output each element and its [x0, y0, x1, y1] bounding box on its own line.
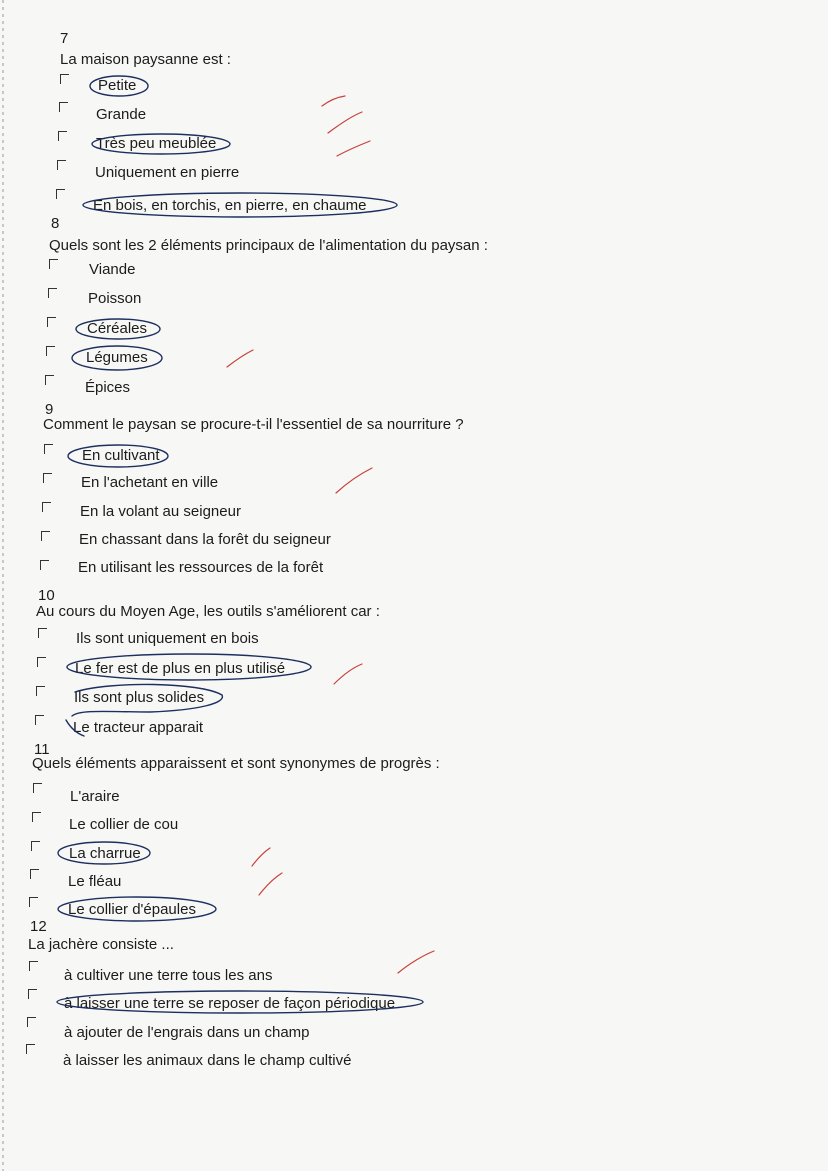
- check-mark: [322, 96, 345, 106]
- answer-checkbox[interactable]: [36, 686, 45, 696]
- answer-option: Très peu meublée: [96, 135, 217, 152]
- answer-option: Le collier de cou: [69, 816, 179, 833]
- answer-option: à laisser les animaux dans le champ cultivé: [63, 1052, 352, 1069]
- question-text: Au cours du Moyen Age, les outils s'améliorent car :: [36, 603, 380, 620]
- answer-option: Ils sont uniquement en bois: [76, 630, 259, 647]
- check-mark: [336, 468, 372, 493]
- answer-checkbox[interactable]: [38, 628, 47, 638]
- answer-option: En chassant dans la forêt du seigneur: [79, 531, 331, 548]
- question-number: 9: [45, 401, 54, 418]
- answer-option: Le fer est de plus en plus utilisé: [75, 660, 286, 677]
- check-mark: [334, 664, 362, 684]
- answer-checkbox[interactable]: [47, 317, 56, 327]
- answer-option: Le fléau: [68, 873, 122, 890]
- answer-checkbox[interactable]: [57, 160, 66, 170]
- answer-option: à ajouter de l'engrais dans un champ: [64, 1024, 310, 1041]
- answer-option: En cultivant: [82, 447, 160, 464]
- answer-checkbox[interactable]: [48, 288, 57, 298]
- answer-option: En bois, en torchis, en pierre, en chaume: [93, 197, 367, 214]
- answer-option: Viande: [89, 261, 136, 278]
- answer-checkbox[interactable]: [43, 473, 52, 483]
- answer-checkbox[interactable]: [44, 444, 53, 454]
- answer-checkbox[interactable]: [29, 897, 38, 907]
- answer-option: En la volant au seigneur: [80, 503, 241, 520]
- question-number: 7: [60, 30, 69, 47]
- answer-option: Légumes: [86, 349, 148, 366]
- question-text: Comment le paysan se procure-t-il l'essentiel de sa nourriture ?: [43, 416, 464, 433]
- answer-checkbox[interactable]: [40, 560, 49, 570]
- answer-option: Petite: [98, 77, 137, 94]
- answer-checkbox[interactable]: [56, 189, 65, 199]
- check-mark: [259, 873, 282, 895]
- answer-checkbox[interactable]: [58, 131, 67, 141]
- binder-edge: [0, 0, 10, 1171]
- answer-option: Grande: [96, 106, 147, 123]
- answer-checkbox[interactable]: [28, 989, 37, 999]
- answer-option: En utilisant les ressources de la forêt: [78, 559, 324, 576]
- answer-checkbox[interactable]: [46, 346, 55, 356]
- answer-checkbox[interactable]: [37, 657, 46, 667]
- answer-checkbox[interactable]: [59, 102, 68, 112]
- question-number: 12: [30, 918, 47, 935]
- answer-option: Le collier d'épaules: [68, 901, 196, 918]
- question-text: La maison paysanne est :: [60, 51, 231, 68]
- answer-checkbox[interactable]: [27, 1017, 36, 1027]
- answer-checkbox[interactable]: [41, 531, 50, 541]
- question-text: Quels sont les 2 éléments principaux de l'alimentation du paysan :: [49, 237, 488, 254]
- answer-checkbox[interactable]: [33, 783, 42, 793]
- question-text: Quels éléments apparaissent et sont synonymes de progrès :: [32, 755, 440, 772]
- answer-option: L'araire: [70, 788, 120, 805]
- answer-option: Uniquement en pierre: [95, 164, 240, 181]
- answer-checkbox[interactable]: [31, 841, 40, 851]
- answer-option: Ils sont plus solides: [74, 689, 205, 706]
- check-mark: [337, 141, 370, 156]
- check-mark: [328, 112, 362, 133]
- question-number: 11: [34, 741, 50, 758]
- answer-option: à laisser une terre se reposer de façon périodique: [64, 995, 396, 1012]
- answer-option: La charrue: [69, 845, 141, 862]
- answer-checkbox[interactable]: [60, 74, 69, 84]
- answer-checkbox[interactable]: [26, 1044, 35, 1054]
- answer-checkbox[interactable]: [29, 961, 38, 971]
- question-number: 10: [38, 587, 55, 604]
- check-mark: [227, 350, 253, 367]
- answer-checkbox[interactable]: [49, 259, 58, 269]
- answer-option: à cultiver une terre tous les ans: [64, 967, 273, 984]
- answer-checkbox[interactable]: [45, 375, 54, 385]
- answer-checkbox[interactable]: [30, 869, 39, 879]
- answer-checkbox[interactable]: [42, 502, 51, 512]
- answer-checkbox[interactable]: [32, 812, 41, 822]
- answer-option: En l'achetant en ville: [81, 474, 219, 491]
- check-mark: [398, 951, 434, 973]
- answer-option: Le tracteur apparait: [73, 719, 204, 736]
- check-mark: [252, 848, 270, 866]
- question-number: 8: [51, 215, 60, 232]
- question-text: La jachère consiste ...: [28, 936, 174, 953]
- answer-checkbox[interactable]: [35, 715, 44, 725]
- answer-option: Épices: [85, 379, 131, 396]
- answer-option: Céréales: [87, 320, 148, 337]
- answer-option: Poisson: [88, 290, 142, 307]
